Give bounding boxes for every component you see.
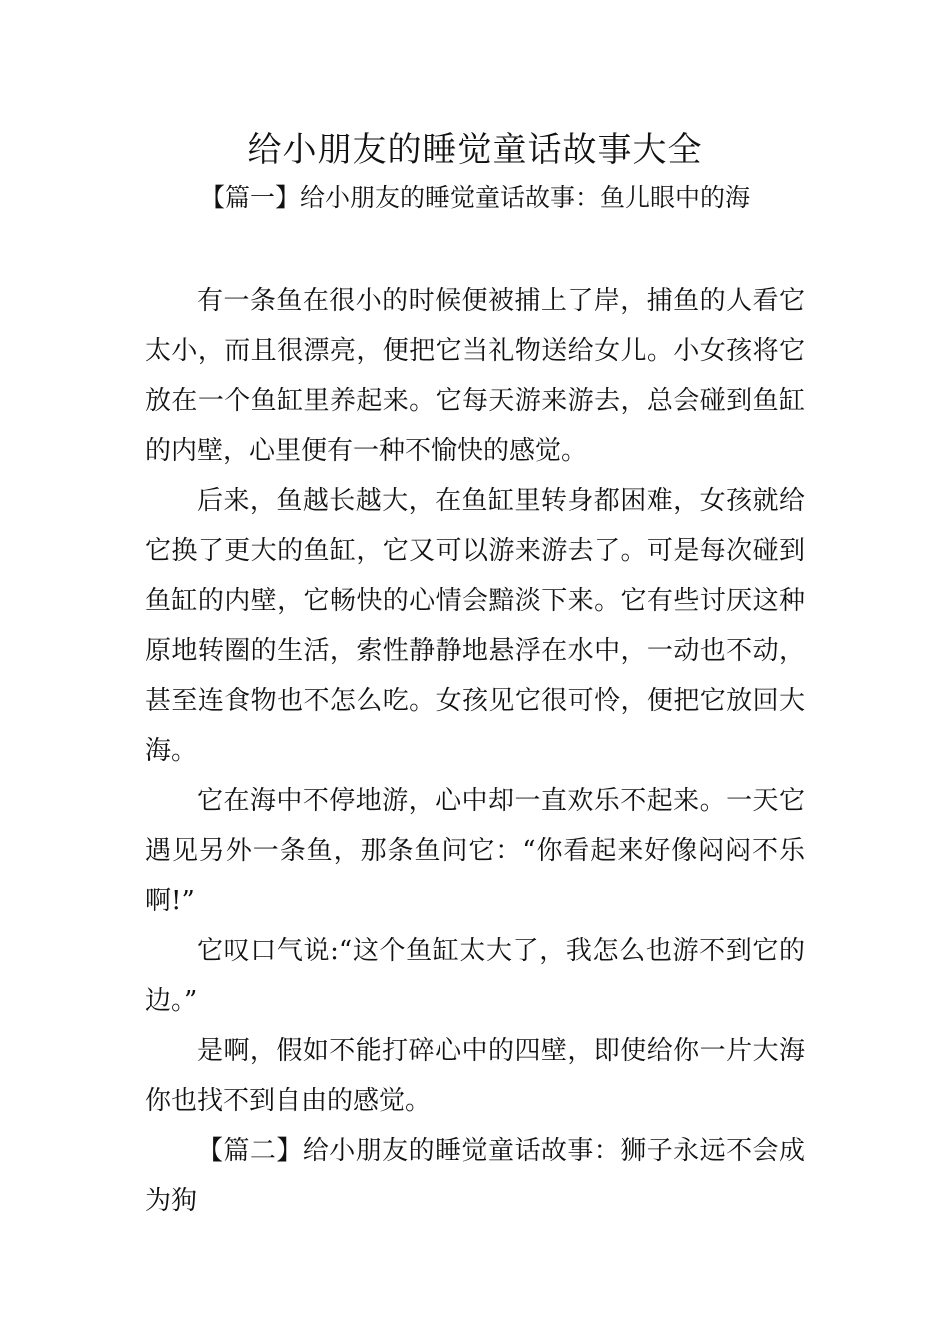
document-title: 给小朋友的睡觉童话故事大全 xyxy=(247,130,703,170)
document-body xyxy=(145,276,805,1226)
paragraph-5: 是啊，假如不能打碎心中的四壁，即使给你一片大海你也找不到自由的感觉。 xyxy=(145,1036,805,1116)
paragraph-3: 它在海中不停地游，心中却一直欢乐不起来。一天它遇见另外一条鱼，那条鱼问它：“你看起来好像闷闷不乐啊!” xyxy=(145,786,805,916)
paragraph-4: 它叹口气说:“这个鱼缸太大了，我怎么也游不到它的边。” xyxy=(145,936,805,1016)
section-heading-part-two: 【篇二】给小朋友的睡觉童话故事：狮子永远不会成为狗 xyxy=(145,1136,805,1216)
paragraph-1: 有一条鱼在很小的时候便被捕上了岸，捕鱼的人看它太小，而且很漂亮，便把它当礼物送给女儿。小女孩将它放在一个鱼缸里养起来。它每天游来游去，总会碰到鱼缸的内壁，心里便有一种不愉快的感觉。 xyxy=(145,286,805,466)
paragraph-2: 后来，鱼越长越大，在鱼缸里转身都困难，女孩就给它换了更大的鱼缸，它又可以游来游去了。可是每次碰到鱼缸的内壁，它畅快的心情会黯淡下来。它有些讨厌这种原地转圈的生活，索性静静地悬浮在水中，一动也不动，甚至连食物也不怎么吃。女孩见它很可怜，便把它放回大海。 xyxy=(145,486,805,766)
section-heading-part-one: 【篇一】给小朋友的睡觉童话故事：鱼儿眼中的海 xyxy=(199,183,750,212)
